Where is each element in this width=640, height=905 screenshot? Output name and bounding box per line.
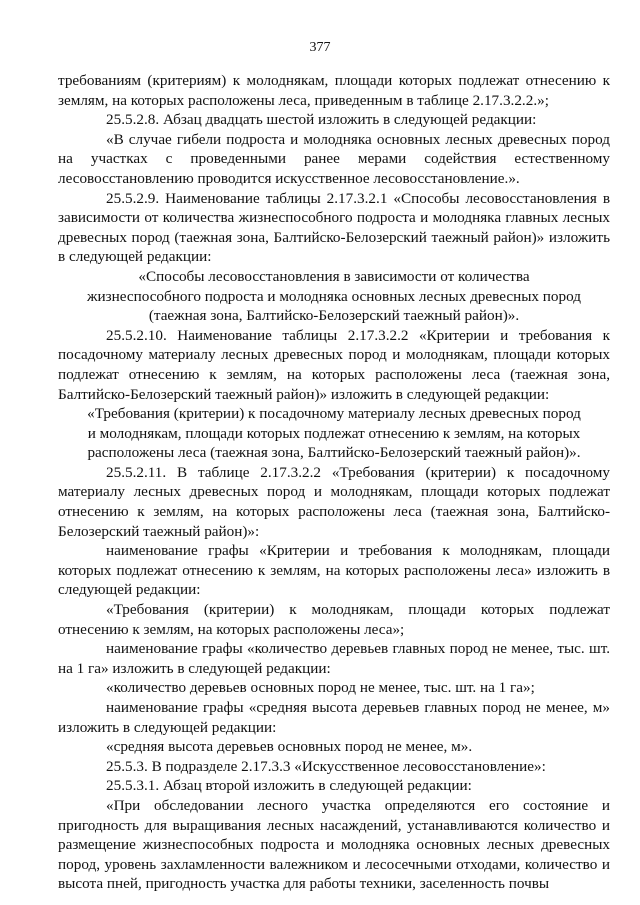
paragraph: «В случае гибели подроста и молодняка основных лесных древесных пород на участках с проведенными ранее мерами содействия естественному лесовосстановлению проводится искусственное лесовосстановление.».	[58, 130, 610, 187]
paragraph: «При обследовании лесного участка определяются его состояние и пригодность для выращивания лесных насаждений, устанавливаются количество и размещение жизнеспособных подроста и молодняка основных лесных древесных пород, уровень захламленности валежником и лесосечными отходами, количество и высота пней, пригодность участка для работы техники, заселенность почвы	[58, 796, 610, 893]
table-title-quote: «Способы лесовосстановления в зависимости от количества жизнеспособного подроста и молодняка основных лесных древесных пород (таежная зона, Балтийско-Белозерский таежный район)».	[86, 267, 582, 325]
paragraph: наименование графы «Критерии и требования к молоднякам, площади которых подлежат отнесению к землям, на которых расположены леса» изложить в следующей редакции:	[58, 542, 610, 599]
paragraph: 25.5.2.9. Наименование таблицы 2.17.3.2.1 «Способы лесовосстановления в зависимости от количества жизнеспособного подроста и молодняка главных лесных древесных пород (таежная зона, Балтийско-Белозерский таежный район)» изложить в следующей редакции:	[58, 189, 610, 266]
paragraph: 25.5.3.1. Абзац второй изложить в следующей редакции:	[106, 777, 472, 795]
paragraph: наименование графы «количество деревьев главных пород не менее, тыс. шт. на 1 га» изложить в следующей редакции:	[58, 640, 610, 677]
paragraph: «средняя высота деревьев основных пород не менее, м».	[106, 738, 473, 756]
paragraph: 25.5.2.8. Абзац двадцать шестой изложить в следующей редакции:	[106, 111, 537, 129]
table-title-quote: «Требования (критерии) к посадочному материалу лесных древесных пород и молоднякам, площади которых подлежат отнесению к землям, на которых расположены леса (таежная зона, Балтийско-Белозерский таежный район)».	[87, 405, 581, 462]
paragraph: требованиям (критериям) к молоднякам, площади которых подлежат отнесению к землям, на которых расположены леса, приведенным в таблице 2.17.3.2.2.»;	[58, 72, 610, 109]
document-body	[58, 71, 610, 894]
paragraph: 25.5.2.11. В таблице 2.17.3.2.2 «Требования (критерии) к посадочному материалу лесных древесных пород и молоднякам, площади которых подлежат отнесению к землям, на которых расположены леса (таежная зона, Балтийско-Белозерский таежный район)»:	[58, 463, 610, 540]
paragraph: «количество деревьев основных пород не менее, тыс. шт. на 1 га»;	[106, 679, 535, 697]
paragraph: «Требования (критерии) к молоднякам, площади которых подлежат отнесению к землям, на которых расположены леса»;	[58, 601, 610, 638]
paragraph: 25.5.2.10. Наименование таблицы 2.17.3.2.2 «Критерии и требования к посадочному материалу лесных древесных пород и молоднякам, площади которых подлежат отнесению к землям, на которых расположены леса (таежная зона, Балтийско-Белозерский таежный район)» изложить в следующей редакции:	[58, 326, 610, 403]
page-number: 377	[309, 40, 331, 55]
paragraph: наименование графы «средняя высота деревьев главных пород не менее, м» изложить в следующей редакции:	[58, 699, 610, 736]
paragraph: 25.5.3. В подразделе 2.17.3.3 «Искусственное лесовосстановление»:	[106, 757, 546, 775]
